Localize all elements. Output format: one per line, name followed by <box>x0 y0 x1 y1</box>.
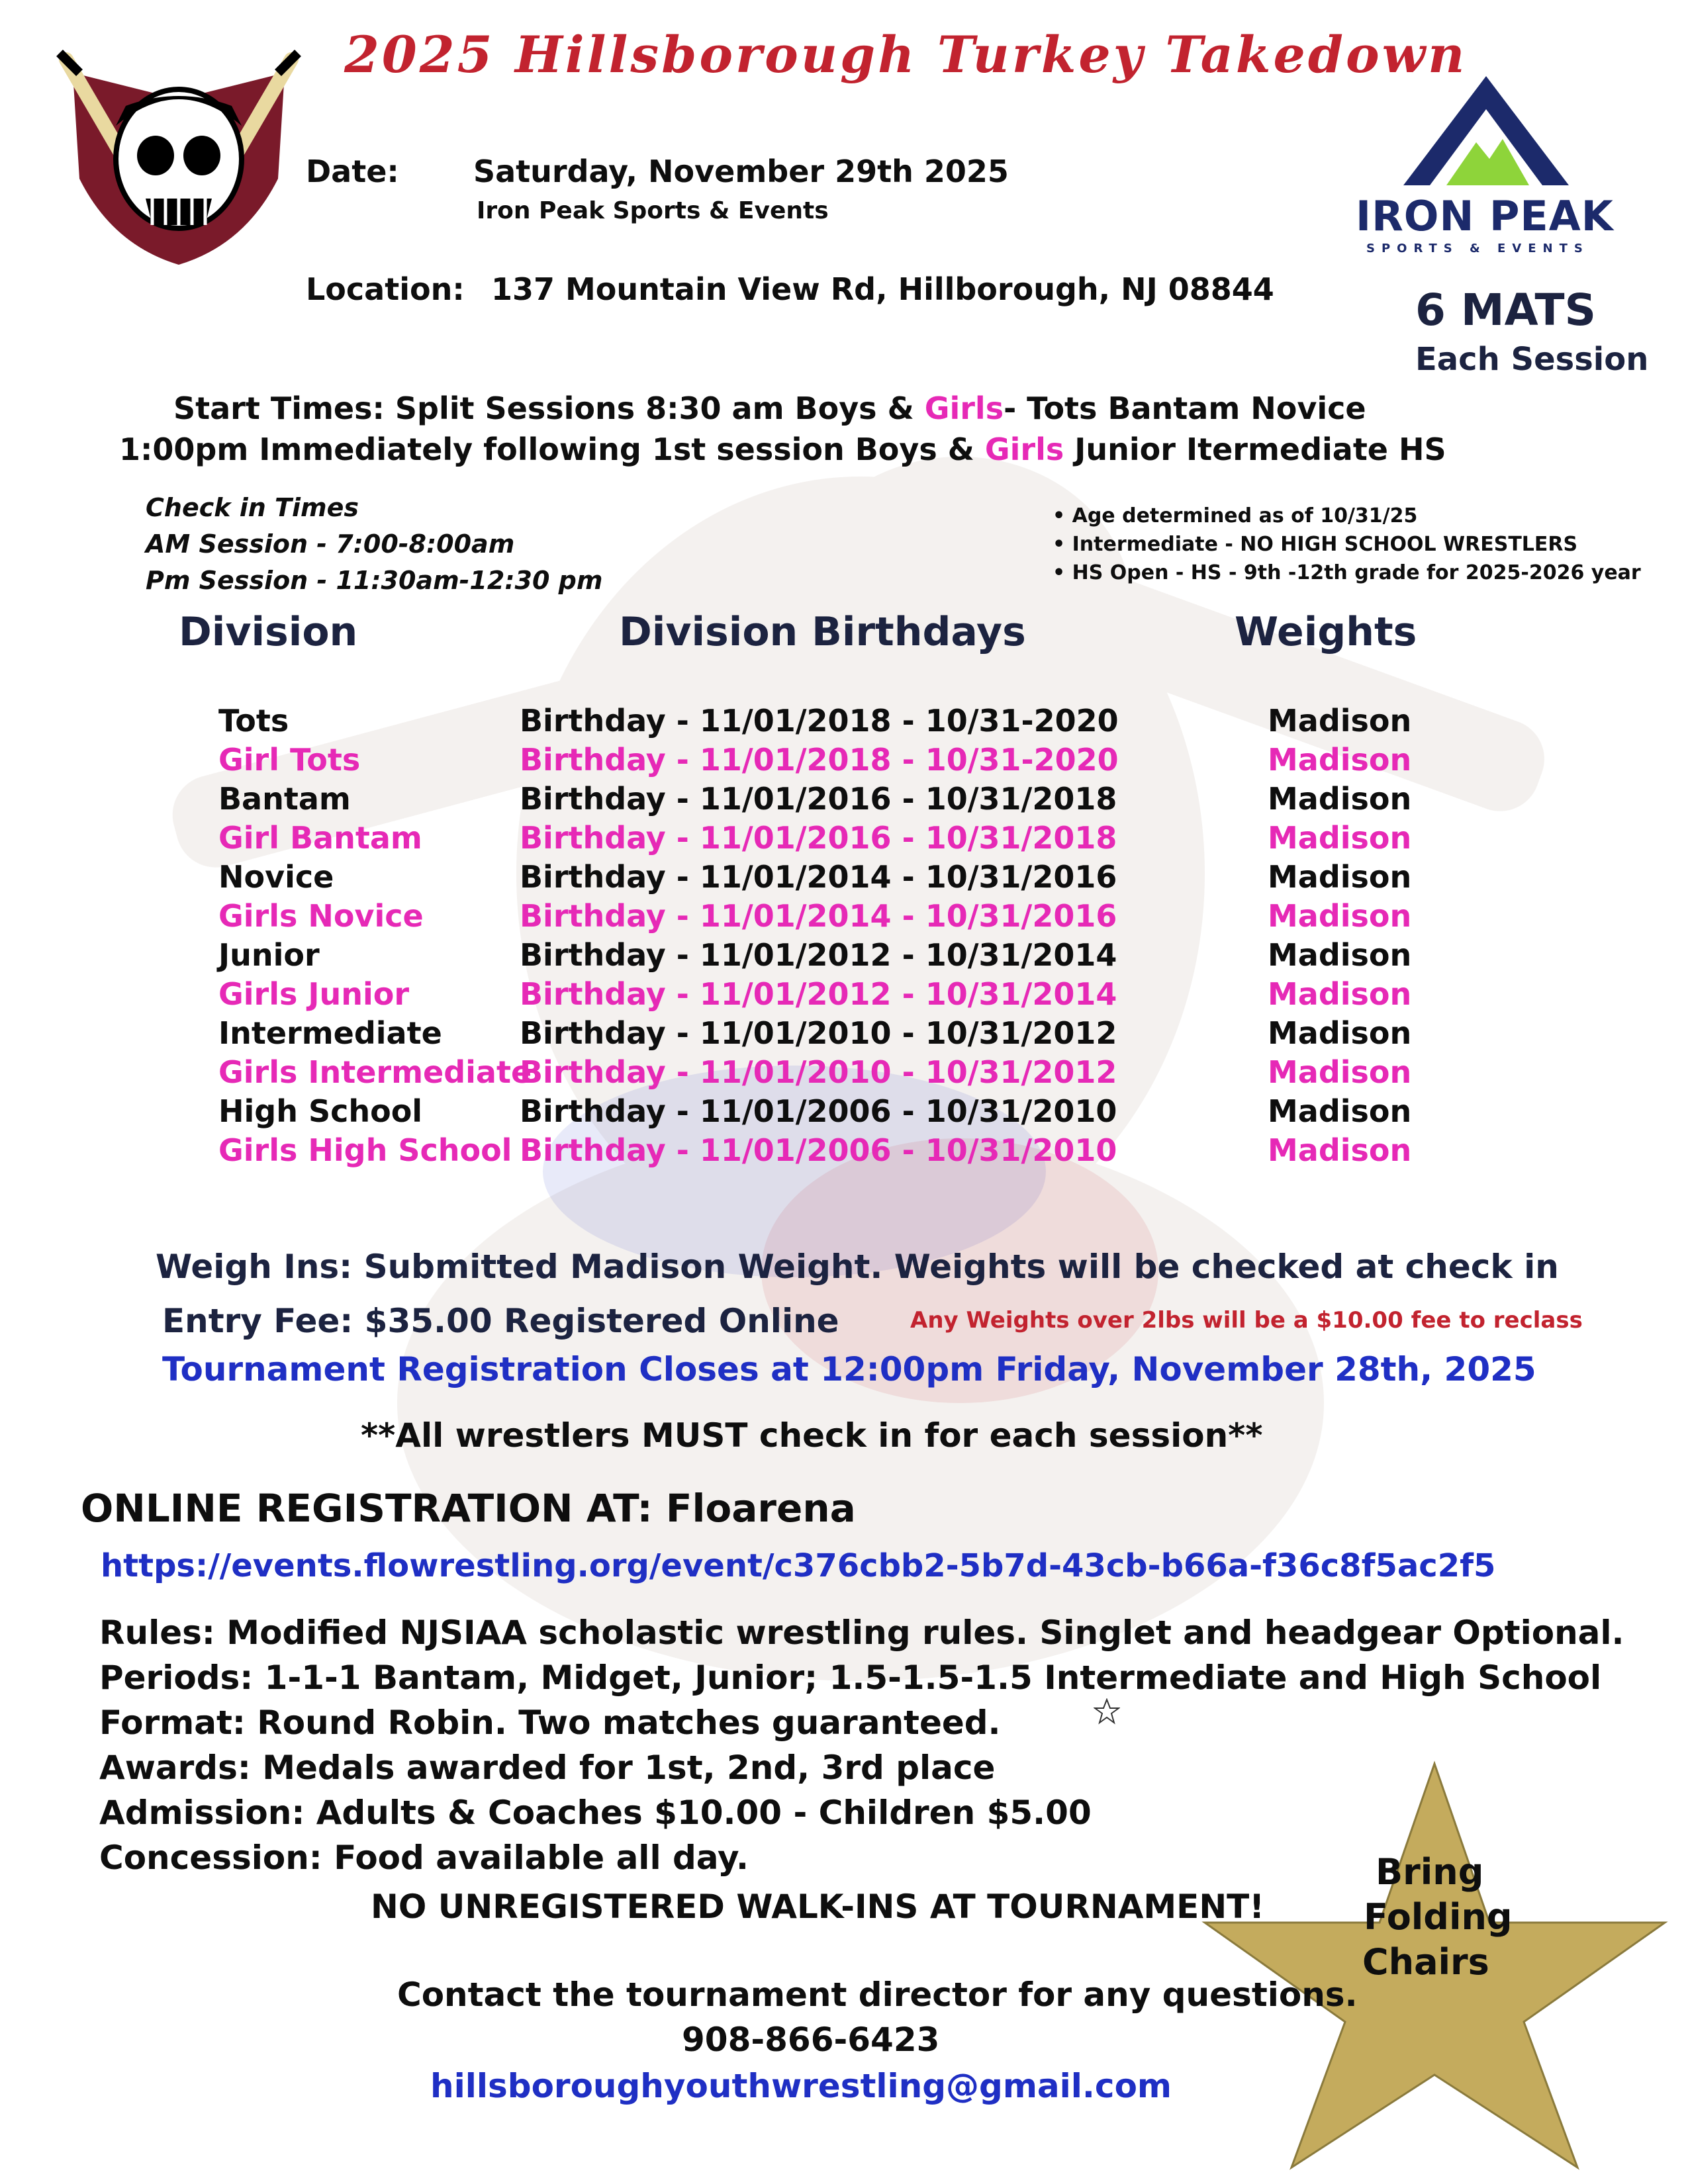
note-hs-open: • HS Open - HS - 9th -12th grade for 2025-2026 year <box>1053 561 1641 584</box>
table-row <box>0 1015 1688 1055</box>
birthday-cell: Birthday - 11/01/2014 - 10/31/2016 <box>520 859 1117 895</box>
weight-cell: Madison <box>1268 742 1412 778</box>
start-times-line1-girls: Girls <box>924 390 1004 426</box>
birthday-cell: Birthday - 11/01/2012 - 10/31/2014 <box>520 976 1117 1012</box>
header-birthdays: Division Birthdays <box>619 609 1026 655</box>
date-value: Saturday, November 29th 2025 <box>473 154 1009 189</box>
weight-cell: Madison <box>1268 820 1412 856</box>
contact-phone: 908-866-6423 <box>682 2021 940 2059</box>
header-weights: Weights <box>1235 609 1417 655</box>
concession-line: Concession: Food available all day. <box>99 1839 749 1877</box>
division-cell: Girl Tots <box>218 742 361 778</box>
iron-peak-mountain-icon <box>1400 73 1572 189</box>
note-age: • Age determined as of 10/31/25 <box>1053 504 1418 527</box>
division-cell: Girls High School <box>218 1132 512 1168</box>
table-row <box>0 937 1688 977</box>
table-row <box>0 703 1688 743</box>
birthday-cell: Birthday - 11/01/2016 - 10/31/2018 <box>520 781 1117 817</box>
location-label: Location: <box>306 271 465 307</box>
table-row <box>0 898 1688 938</box>
iron-peak-logo-tagline: SPORTS & EVENTS <box>1366 242 1589 255</box>
start-times-line1 <box>173 390 1366 426</box>
start-times-line2-suffix: Junior Itermediate HS <box>1074 432 1446 467</box>
start-times-line2-text: 1:00pm Immediately following 1st session Boys & <box>119 432 974 467</box>
weight-cell: Madison <box>1268 937 1412 973</box>
weight-cell: Madison <box>1268 781 1412 817</box>
birthday-cell: Birthday - 11/01/2010 - 10/31/2012 <box>520 1054 1117 1090</box>
birthday-cell: Birthday - 11/01/2012 - 10/31/2014 <box>520 937 1117 973</box>
birthday-cell: Birthday - 11/01/2018 - 10/31-2020 <box>520 742 1119 778</box>
table-row <box>0 820 1688 860</box>
registration-closes: Tournament Registration Closes at 12:00pm Friday, November 28th, 2025 <box>162 1350 1536 1388</box>
start-times-line1-suffix: - Tots Bantam Novice <box>1004 390 1366 426</box>
iron-peak-logo-name: IRON PEAK <box>1356 192 1614 240</box>
mats-sub: Each Session <box>1415 341 1649 378</box>
start-times-line2-girls: Girls <box>984 432 1064 467</box>
rules-line: Rules: Modified NJSIAA scholastic wrestling rules. Singlet and headgear Optional. <box>99 1614 1624 1652</box>
birthday-cell: Birthday - 11/01/2006 - 10/31/2010 <box>520 1093 1117 1129</box>
mats-count: 6 MATS <box>1415 285 1597 336</box>
division-cell: Girls Novice <box>218 898 424 934</box>
birthday-cell: Birthday - 11/01/2014 - 10/31/2016 <box>520 898 1117 934</box>
weight-cell: Madison <box>1268 1132 1412 1168</box>
division-cell: Girl Bantam <box>218 820 422 856</box>
no-walkins: NO UNREGISTERED WALK-INS AT TOURNAMENT! <box>371 1888 1265 1926</box>
star-text-chairs: Chairs <box>1362 1941 1489 1983</box>
division-cell: Bantam <box>218 781 351 817</box>
table-row <box>0 742 1688 782</box>
table-row <box>0 1093 1688 1133</box>
star-text-bring: Bring <box>1376 1851 1484 1893</box>
start-times-line1-text: Start Times: Split Sessions 8:30 am Boys & <box>173 390 914 426</box>
weight-cell: Madison <box>1268 1093 1412 1129</box>
weight-cell: Madison <box>1268 859 1412 895</box>
page-title: 2025 Hillsborough Turkey Takedown <box>344 25 1468 84</box>
division-cell: Novice <box>218 859 334 895</box>
table-row <box>0 976 1688 1016</box>
check-in-notice: **All wrestlers MUST check in for each session** <box>361 1416 1263 1455</box>
check-in-am: AM Session - 7:00-8:00am <box>146 529 515 559</box>
reclass-note: Any Weights over 2lbs will be a $10.00 fee to reclass <box>910 1307 1583 1334</box>
division-cell: High School <box>218 1093 423 1129</box>
table-row <box>0 1132 1688 1172</box>
star-text-folding: Folding <box>1364 1896 1513 1938</box>
table-row <box>0 859 1688 899</box>
birthday-cell: Birthday - 11/01/2010 - 10/31/2012 <box>520 1015 1117 1051</box>
header-division: Division <box>179 609 358 655</box>
weight-cell: Madison <box>1268 1015 1412 1051</box>
division-cell: Intermediate <box>218 1015 442 1051</box>
weight-cell: Madison <box>1268 703 1412 739</box>
weight-cell: Madison <box>1268 976 1412 1012</box>
division-cell: Girls Junior <box>218 976 410 1012</box>
contact-email[interactable]: hillsboroughyouthwrestling@gmail.com <box>430 2067 1172 2105</box>
weight-cell: Madison <box>1268 1054 1412 1090</box>
awards-line: Awards: Medals awarded for 1st, 2nd, 3rd place <box>99 1749 996 1787</box>
table-row <box>0 781 1688 821</box>
format-line: Format: Round Robin. Two matches guaranteed. <box>99 1704 1001 1742</box>
team-skull-logo <box>46 46 311 271</box>
note-intermediate: • Intermediate - NO HIGH SCHOOL WRESTLERS <box>1053 533 1578 556</box>
division-cell: Girls Intermediate <box>218 1054 532 1090</box>
entry-fee: Entry Fee: $35.00 Registered Online <box>162 1302 839 1340</box>
table-row <box>0 1054 1688 1094</box>
location-value: 137 Mountain View Rd, Hillborough, NJ 08844 <box>491 271 1274 307</box>
weigh-ins: Weigh Ins: Submitted Madison Weight. Weights will be checked at check in <box>156 1248 1559 1286</box>
start-times-line2 <box>119 432 1446 467</box>
online-registration-heading: ONLINE REGISTRATION AT: Floarena <box>81 1486 856 1531</box>
birthday-cell: Birthday - 11/01/2016 - 10/31/2018 <box>520 820 1117 856</box>
division-cell: Tots <box>218 703 289 739</box>
contact-text: Contact the tournament director for any questions. <box>397 1976 1358 2014</box>
small-star-icon <box>1094 1698 1120 1725</box>
birthday-cell: Birthday - 11/01/2018 - 10/31-2020 <box>520 703 1119 739</box>
registration-link[interactable]: https://events.flowrestling.org/event/c376cbb2-5b7d-43cb-b66a-f36c8f5ac2f5 <box>101 1547 1496 1584</box>
weight-cell: Madison <box>1268 898 1412 934</box>
check-in-title: Check in Times <box>146 493 359 522</box>
periods-line: Periods: 1-1-1 Bantam, Midget, Junior; 1.5-1.5-1.5 Intermediate and High School <box>99 1659 1602 1697</box>
date-venue: Iron Peak Sports & Events <box>477 197 829 224</box>
division-cell: Junior <box>218 937 320 973</box>
admission-line: Admission: Adults & Coaches $10.00 - Children $5.00 <box>99 1794 1092 1832</box>
check-in-pm: Pm Session - 11:30am-12:30 pm <box>146 566 603 595</box>
date-label: Date: <box>306 154 399 189</box>
birthday-cell: Birthday - 11/01/2006 - 10/31/2010 <box>520 1132 1117 1168</box>
